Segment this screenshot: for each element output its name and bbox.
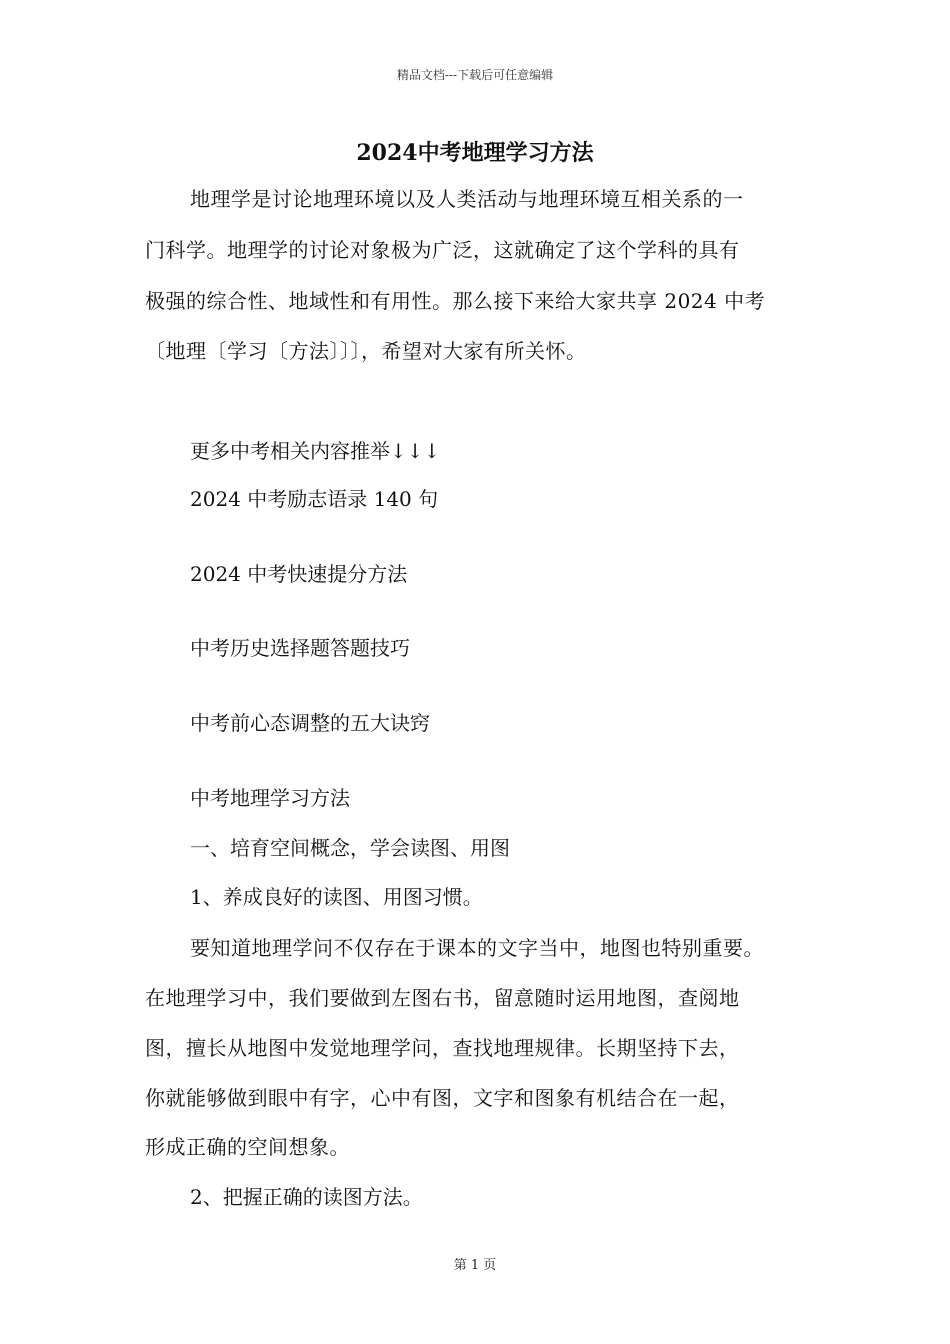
intro-line: 极强的综合性、地域性和有用性。那么接下来给大家共享 2024 中考 — [145, 289, 766, 313]
section-subheading: 2、把握正确的读图方法。 — [190, 1185, 423, 1209]
recommend-link[interactable]: 中考前心态调整的五大诀窍 — [190, 711, 430, 735]
body-line: 在地理学习中，我们要做到左图右书，留意随时运用地图，查阅地 — [145, 986, 740, 1010]
intro-line: 门科学。地理学的讨论对象极为广泛，这就确定了这个学科的具有 — [145, 238, 740, 262]
recommend-link[interactable]: 2024 中考励志语录 140 句 — [190, 487, 439, 511]
body-line: 你就能够做到眼中有字，心中有图，文字和图象有机结合在一起， — [145, 1086, 740, 1110]
intro-line: 〔地理〔学习〔方法〕〕〕，希望对大家有所关怀。 — [145, 339, 587, 363]
section-subheading: 1、养成良好的读图、用图习惯。 — [190, 885, 483, 909]
document-title: 2024中考地理学习方法 — [356, 140, 594, 166]
intro-line: 地理学是讨论地理环境以及人类活动与地理环境互相关系的一 — [190, 187, 744, 211]
recommend-link[interactable]: 中考历史选择题答题技巧 — [190, 636, 410, 660]
section-heading: 一、培育空间概念，学会读图、用图 — [190, 836, 510, 860]
body-line: 图，擅长从地图中发觉地理学问，查找地理规律。长期坚持下去， — [145, 1036, 740, 1060]
recommend-heading: 更多中考相关内容推举↓↓↓ — [190, 439, 441, 463]
section-title: 中考地理学习方法 — [190, 786, 350, 810]
page-header: 精品文档---下载后可任意编辑 — [396, 68, 554, 82]
body-line: 形成正确的空间想象。 — [145, 1135, 350, 1159]
recommend-link[interactable]: 2024 中考快速提分方法 — [190, 562, 408, 586]
page-number: 第 1 页 — [453, 1258, 497, 1273]
body-line: 要知道地理学问不仅存在于课本的文字当中，地图也特别重要。 — [190, 936, 764, 960]
